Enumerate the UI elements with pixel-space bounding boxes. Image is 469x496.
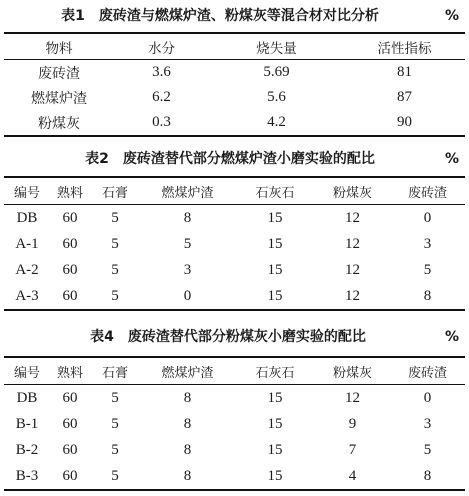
table-cell: 15	[267, 467, 283, 484]
table-row	[4, 85, 465, 110]
table-cell: 12	[345, 287, 360, 304]
table-cell: B-3	[15, 467, 39, 484]
table-row	[4, 411, 465, 437]
table-cell: 5	[423, 261, 432, 278]
table4-header-cell: 熟料	[50, 357, 90, 385]
table-cell: DB	[16, 209, 38, 226]
table-cell: 8	[183, 415, 192, 432]
table-cell: 6.2	[152, 89, 171, 105]
table4-block	[0, 326, 469, 484]
table-cell: 12	[345, 235, 360, 252]
table1-block	[0, 0, 469, 132]
table-row	[4, 110, 465, 136]
table-cell: B-2	[15, 441, 39, 458]
table1-title-text: 表1 废砖渣与燃煤炉渣、粉煤灰等混合材对比分析	[61, 8, 379, 24]
table4-header-cell: 石膏	[90, 357, 140, 385]
table-cell: 0	[183, 287, 192, 304]
table4-header-cell: 废砖渣	[390, 357, 465, 385]
table4-header-cell: 燃煤炉渣	[140, 357, 235, 385]
table4	[4, 356, 465, 491]
table2-header-cell: 石膏	[90, 177, 140, 205]
table4-title-text: 表4 废砖渣替代部分粉煤灰小磨实验的配比	[90, 329, 366, 345]
table-cell: 5	[111, 441, 119, 458]
table-cell: 5	[423, 441, 432, 458]
table-cell: 4.2	[267, 114, 286, 130]
table-cell: 8	[183, 441, 192, 458]
table4-header-cell: 粉煤灰	[315, 357, 390, 385]
table-cell: 8	[183, 389, 192, 406]
table4-unit: %	[444, 329, 459, 345]
table1-unit: %	[444, 8, 459, 24]
table-cell: 60	[62, 261, 78, 278]
table-cell: 9	[348, 415, 357, 432]
table-cell: 3	[423, 415, 432, 432]
table2-header-cell: 废砖渣	[390, 177, 465, 205]
table-row	[4, 463, 465, 490]
table-cell: 3.6	[152, 64, 171, 80]
table1-header-cell: 活性指标	[344, 33, 465, 60]
table-cell: 60	[62, 467, 78, 484]
table2-header-cell: 石灰石	[235, 177, 315, 205]
table-cell: B-1	[15, 415, 39, 432]
table-cell: A-1	[15, 235, 39, 252]
table-cell: 15	[267, 209, 283, 226]
table-cell: 5	[111, 287, 119, 304]
table-cell: 12	[345, 389, 360, 406]
table-cell: 5	[183, 235, 192, 252]
table-cell: DB	[16, 389, 38, 406]
table-cell: 废砖渣	[38, 65, 80, 82]
table2	[4, 176, 465, 311]
table-cell: 7	[348, 441, 357, 458]
table-cell: 81	[397, 64, 412, 80]
table-cell: 87	[397, 89, 412, 105]
table-cell: 60	[62, 287, 78, 304]
table2-title	[0, 148, 469, 170]
table1-header-cell: 水分	[114, 33, 209, 60]
table-cell: 5.6	[267, 89, 286, 105]
table-row	[4, 60, 465, 86]
table-cell: 5	[111, 209, 119, 226]
table-cell: 60	[62, 235, 78, 252]
table1-header-cell: 烧失量	[209, 33, 344, 60]
table-cell: 15	[267, 287, 283, 304]
table-cell: 8	[423, 467, 432, 484]
table-cell: 5	[111, 389, 119, 406]
table-cell: A-3	[15, 287, 39, 304]
table-cell: 3	[423, 235, 432, 252]
table2-header-row	[4, 177, 465, 205]
table4-header-cell: 编号	[4, 357, 50, 385]
table-cell: 5	[111, 415, 119, 432]
table-cell: 15	[267, 441, 283, 458]
table-cell: 5	[111, 235, 119, 252]
table-cell: 5.69	[263, 64, 290, 80]
table-row	[4, 385, 465, 412]
table2-header-cell: 熟料	[50, 177, 90, 205]
table-cell: 粉煤灰	[38, 115, 80, 132]
table-cell: 0.3	[152, 114, 171, 130]
table-cell: 90	[397, 114, 412, 130]
table2-header-cell: 编号	[4, 177, 50, 205]
table2-unit: %	[444, 151, 459, 167]
table1-header-cell: 物料	[4, 33, 114, 60]
table-cell: 8	[183, 209, 192, 226]
table4-header-cell: 石灰石	[235, 357, 315, 385]
table-row	[4, 257, 465, 283]
table-cell: 15	[267, 389, 283, 406]
table-cell: 8	[183, 467, 192, 484]
table-cell: 8	[423, 287, 432, 304]
table-cell: 4	[348, 467, 357, 484]
table4-header-row	[4, 357, 465, 385]
table-cell: 60	[62, 209, 78, 226]
table-cell: 12	[345, 209, 360, 226]
table-row	[4, 231, 465, 257]
table-cell: 5	[111, 467, 119, 484]
table-cell: A-2	[15, 261, 39, 278]
table2-block	[0, 148, 469, 304]
table-cell: 3	[183, 261, 192, 278]
table-cell: 60	[62, 415, 78, 432]
table-cell: 15	[267, 415, 283, 432]
table-cell: 60	[62, 389, 78, 406]
table-cell: 0	[423, 389, 432, 406]
table1	[4, 32, 465, 137]
table-cell: 5	[111, 261, 119, 278]
table-row	[4, 437, 465, 463]
table-cell: 0	[423, 209, 432, 226]
table2-header-cell: 粉煤灰	[315, 177, 390, 205]
table2-header-cell: 燃煤炉渣	[140, 177, 235, 205]
table-cell: 15	[267, 235, 283, 252]
table-row	[4, 205, 465, 232]
table4-title	[0, 326, 469, 348]
table-cell: 60	[62, 441, 78, 458]
table-cell: 燃煤炉渣	[31, 90, 87, 107]
table-row	[4, 283, 465, 310]
table1-title	[0, 5, 469, 27]
table-cell: 12	[345, 261, 360, 278]
table-cell: 15	[267, 261, 283, 278]
table2-title-text: 表2 废砖渣替代部分燃煤炉渣小磨实验的配比	[85, 151, 375, 167]
table1-header-row	[4, 33, 465, 60]
